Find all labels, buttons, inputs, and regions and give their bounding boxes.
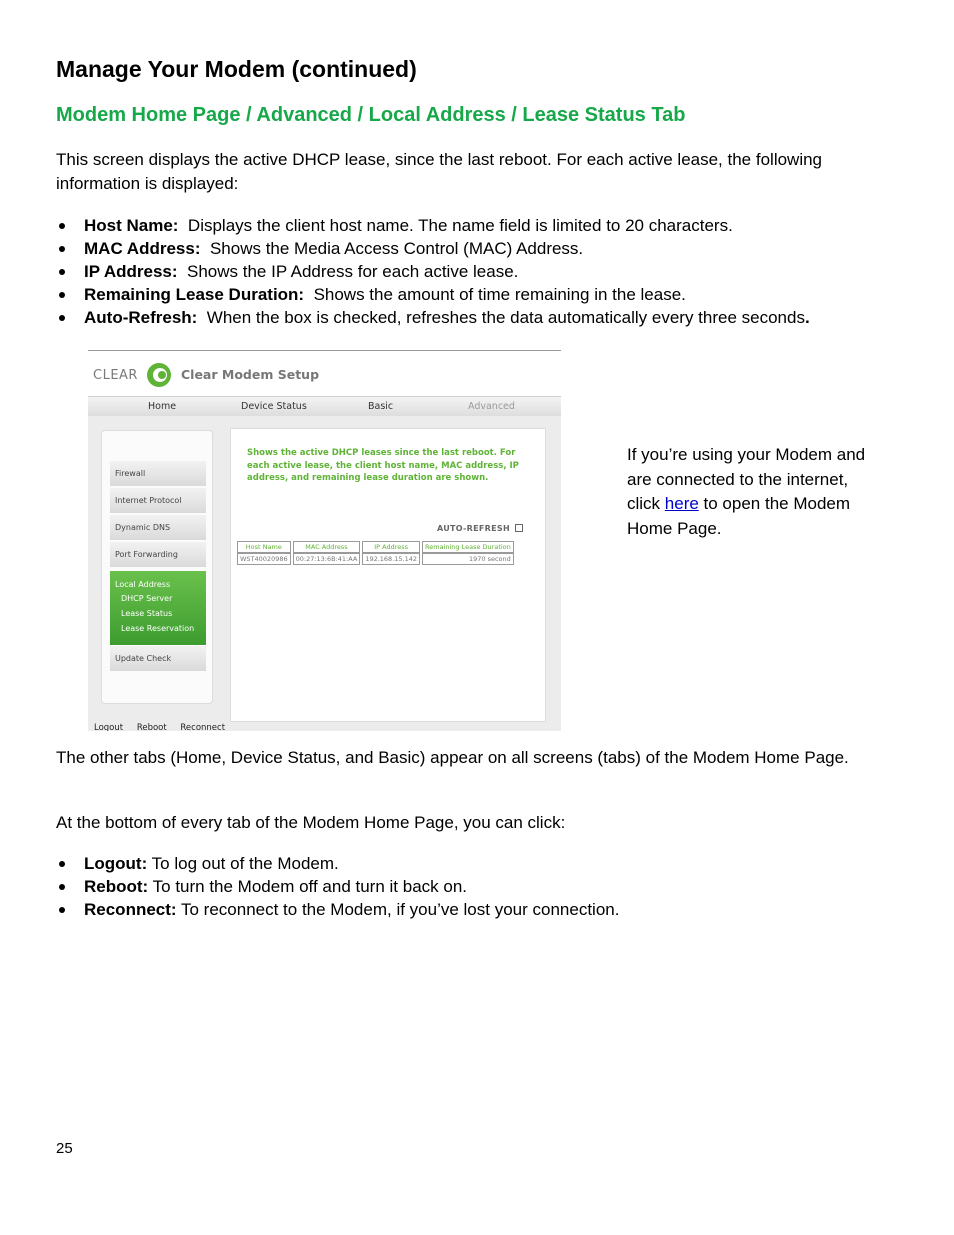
field-desc: Shows the Media Access Control (MAC) Address. [209, 239, 584, 258]
lease-message: Shows the active DHCP leases since the last reboot. For each active lease, the client host name, MAC address, IP address, and remaining lease duration are shown. [247, 448, 519, 483]
modem-screenshot [88, 350, 561, 731]
list-item [56, 852, 619, 875]
tab-home[interactable]: Home [148, 401, 177, 412]
sidebar-group-local-address [110, 571, 206, 645]
field-desc: Shows the IP Address for each active lease. [187, 262, 519, 281]
action-term: Reconnect: [84, 900, 177, 919]
list-item [56, 237, 810, 260]
side-note-after: to open the Modem Home Page. [627, 494, 851, 538]
sidebar-item-port-forwarding[interactable]: Port Forwarding [110, 542, 206, 567]
clear-logo-text: CLEAR [93, 368, 138, 383]
tab-advanced[interactable]: Advanced [468, 401, 515, 412]
here-link[interactable]: here [664, 494, 699, 513]
side-note [627, 443, 877, 541]
field-desc: Shows the amount of time remaining in the lease. [313, 285, 686, 304]
action-desc: To log out of the Modem. [147, 854, 339, 873]
sidebar-item-update-check[interactable]: Update Check [110, 646, 206, 671]
clear-logo-icon [144, 361, 174, 389]
tabs-note: The other tabs (Home, Device Status, and Basic) appear on all screens (tabs) of the Modem Home Page. [56, 748, 849, 767]
action-term: Logout: [84, 854, 148, 873]
action-term: Reboot: [84, 877, 149, 896]
table-cell: 1970 second [422, 553, 514, 565]
sidebar-item-local-address[interactable]: Local Address [115, 580, 171, 589]
column-header: Remaining Lease Duration [422, 541, 514, 553]
bottom-intro: At the bottom of every tab of the Modem Home Page, you can click: [56, 813, 566, 832]
reconnect-link[interactable]: Reconnect [180, 723, 226, 731]
table-cell: 00:27:13:6B:41:AA [293, 553, 361, 565]
list-item [56, 875, 619, 898]
logout-link[interactable]: Logout [94, 723, 124, 731]
section-title: Modem Home Page / Advanced / Local Address / Lease Status Tab [56, 104, 686, 126]
sidebar-item-lease-reservation[interactable]: Lease Reservation [121, 624, 195, 633]
table-cell: WST40020986 [237, 553, 291, 565]
field-list [56, 214, 810, 329]
table-cell: 192.168.15.142 [362, 553, 420, 565]
auto-refresh-checkbox[interactable] [515, 524, 523, 532]
list-item [56, 214, 810, 237]
list-item [56, 306, 810, 329]
sidebar-item-lease-status[interactable]: Lease Status [121, 609, 173, 618]
sidebar-item-dhcp-server[interactable]: DHCP Server [121, 594, 173, 603]
auto-refresh-label: AUTO-REFRESH [437, 524, 510, 533]
page-title: Manage Your Modem (continued) [56, 56, 417, 82]
list-item [56, 283, 810, 306]
sidebar [101, 430, 213, 704]
field-term: IP Address: [84, 262, 178, 281]
auto-refresh-control[interactable] [437, 524, 523, 533]
table-header-row [237, 541, 514, 553]
intro-paragraph: This screen displays the active DHCP lease, since the last reboot. For each active lease, the following information is displayed: [56, 150, 823, 193]
column-header: MAC Address [293, 541, 361, 553]
field-tail: . [804, 308, 810, 327]
page-number: 25 [56, 1140, 73, 1157]
reboot-link[interactable]: Reboot [136, 723, 167, 731]
sidebar-item-dynamic-dns[interactable]: Dynamic DNS [110, 515, 206, 540]
field-desc: Displays the client host name. The name field is limited to 20 characters. [187, 216, 733, 235]
screenshot-header [88, 351, 561, 397]
list-item [56, 898, 619, 921]
action-desc: To reconnect to the Modem, if you’ve lost your connection. [176, 900, 620, 919]
footer-links [94, 723, 236, 731]
tab-device-status[interactable]: Device Status [241, 401, 307, 412]
field-term: MAC Address: [84, 239, 201, 258]
lease-table [235, 541, 516, 565]
column-header: Host Name [237, 541, 291, 553]
field-term: Auto-Refresh: [84, 308, 198, 327]
side-note-before: If you’re using your Modem and are connected to the internet, click [627, 445, 866, 513]
sidebar-item-internet-protocol[interactable]: Internet Protocol [110, 488, 206, 513]
content-panel [230, 428, 546, 722]
column-header: IP Address [362, 541, 420, 553]
action-list [56, 852, 619, 921]
field-term: Remaining Lease Duration: [84, 285, 305, 304]
tab-basic[interactable]: Basic [368, 401, 394, 412]
table-row [237, 553, 514, 565]
screenshot-body [88, 416, 561, 731]
field-term: Host Name: [84, 216, 179, 235]
field-desc: When the box is checked, refreshes the data automatically every three seconds [206, 308, 805, 327]
list-item [56, 260, 810, 283]
app-title: Clear Modem Setup [181, 367, 320, 382]
action-desc: To turn the Modem off and turn it back on. [148, 877, 468, 896]
nav-bar [88, 396, 561, 417]
sidebar-item-firewall[interactable]: Firewall [110, 461, 206, 486]
